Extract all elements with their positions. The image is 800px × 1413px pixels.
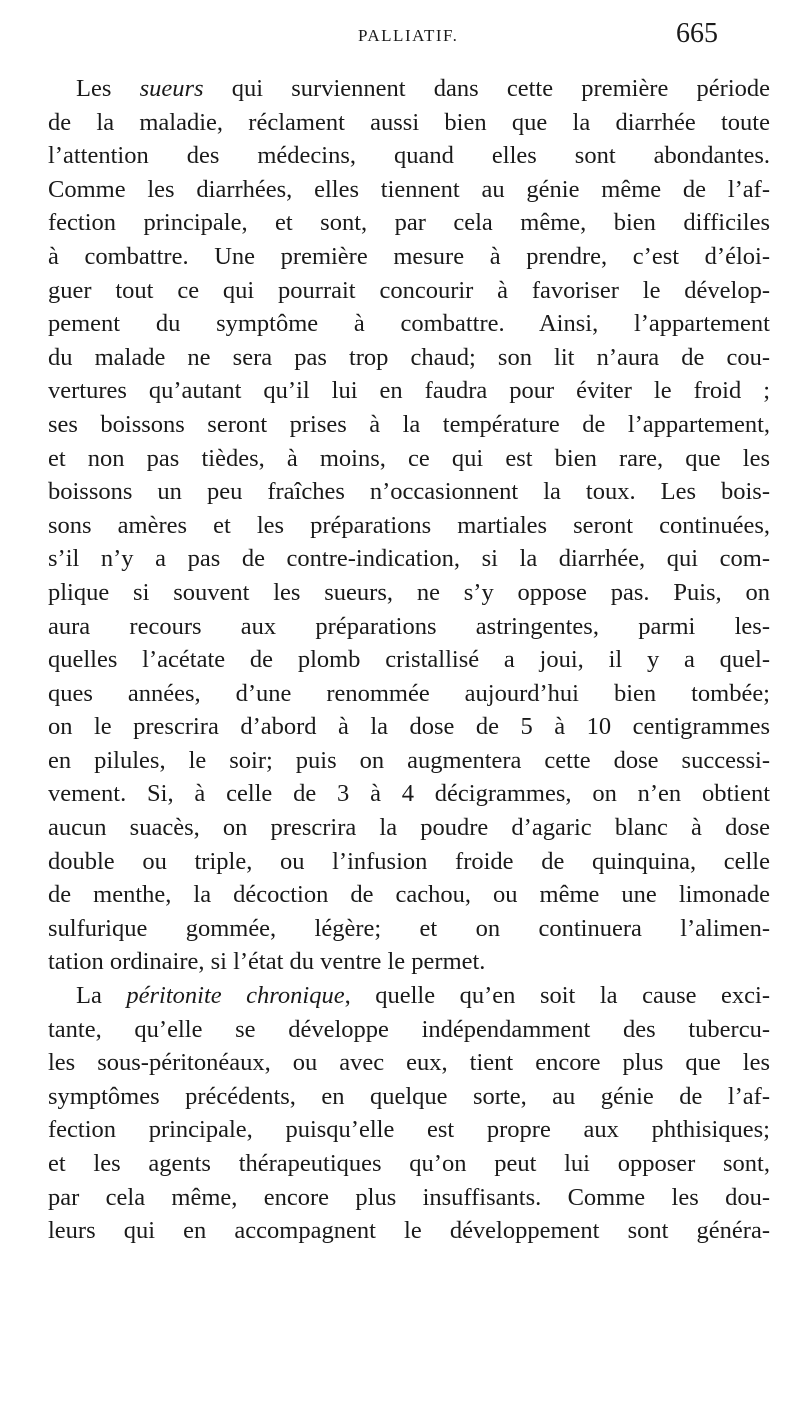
text-line: sons amères et les préparations martiales seront continuées, <box>48 511 770 539</box>
text-line: quelles l’acétate de plomb cristallisé a joui, il y a quel- <box>48 646 770 674</box>
text-line: de menthe, la décoction de cachou, ou même une limonade <box>48 881 770 909</box>
text-line: plique si souvent les sueurs, ne s’y oppose pas. Puis, on <box>48 578 770 606</box>
running-title: PALLIATIF. <box>358 26 459 45</box>
page-number: 665 <box>676 18 718 49</box>
text-line: leurs qui en accompagnent le développement sont généra- <box>48 1217 770 1245</box>
text-line: les sous-péritonéaux, ou avec eux, tient encore plus que les <box>48 1049 770 1077</box>
text-line: s’il n’y a pas de contre-indication, si la diarrhée, qui com- <box>48 545 770 573</box>
text-line: l’attention des médecins, quand elles sont abondantes. <box>48 142 770 170</box>
text-line: de la maladie, réclament aussi bien que la diarrhée toute <box>48 108 770 136</box>
text-line: fection principale, et sont, par cela même, bien difficiles <box>48 209 770 237</box>
text-line: aura recours aux préparations astringentes, parmi les- <box>48 612 770 640</box>
text-line: et les agents thérapeutiques qu’on peut lui opposer sont, <box>48 1150 770 1177</box>
text-line: aucun suacès, on prescrira la poudre d’agaric blanc à dose <box>48 814 770 842</box>
text-line: vertures qu’autant qu’il lui en faudra pour éviter le froid ; <box>48 377 770 405</box>
text-line: en pilules, le soir; puis on augmentera cette dose successi- <box>48 746 770 774</box>
text-line: et non pas tièdes, à moins, ce qui est bien rare, que les <box>48 444 770 472</box>
text-line: ses boissons seront prises à la température de l’appartement, <box>48 410 770 438</box>
text-line: ques années, d’une renommée aujourd’hui bien tombée; <box>48 679 770 707</box>
text-line: boissons un peu fraîches n’occasionnent la toux. Les bois- <box>48 478 770 506</box>
text-line: vement. Si, à celle de 3 à 4 décigrammes, on n’en obtient <box>48 780 770 808</box>
italic-term: sueurs <box>139 75 204 102</box>
text-line: fection principale, puisqu’elle est propre aux phthisiques; <box>48 1116 770 1144</box>
text-line: guer tout ce qui pourrait concourir à favoriser le dévelop- <box>48 276 770 304</box>
text-line: double ou triple, ou l’infusion froide de quinquina, celle <box>48 847 770 875</box>
text-line: tation ordinaire, si l’état du ventre le permet. <box>48 948 486 976</box>
text-line: du malade ne sera pas trop chaud; son lit n’aura de cou- <box>48 343 770 371</box>
text-line: Les sueurs qui surviennent dans cette première période <box>76 75 771 102</box>
text-line: Comme les diarrhées, elles tiennent au génie même de l’af- <box>48 175 770 203</box>
body-text <box>48 72 770 1248</box>
text-line: symptômes précédents, en quelque sorte, au génie de l’af- <box>48 1082 770 1110</box>
text-line: sulfurique gommée, légère; et on continuera l’alimen- <box>48 914 770 942</box>
running-header <box>0 18 800 62</box>
text-line: on le prescrira d’abord à la dose de 5 à 10 centigrammes <box>48 713 770 741</box>
text-line: pement du symptôme à combattre. Ainsi, l’appartement <box>48 310 770 338</box>
text-line: tante, qu’elle se développe indépendamment des tubercu- <box>48 1015 770 1043</box>
text-line: à combattre. Une première mesure à prendre, c’est d’éloi- <box>48 242 770 270</box>
text-line: La péritonite chronique, quelle qu’en soit la cause exci- <box>76 982 770 1010</box>
text-line: par cela même, encore plus insuffisants. Comme les dou- <box>48 1183 770 1211</box>
italic-term: péritonite chronique <box>126 982 345 1010</box>
